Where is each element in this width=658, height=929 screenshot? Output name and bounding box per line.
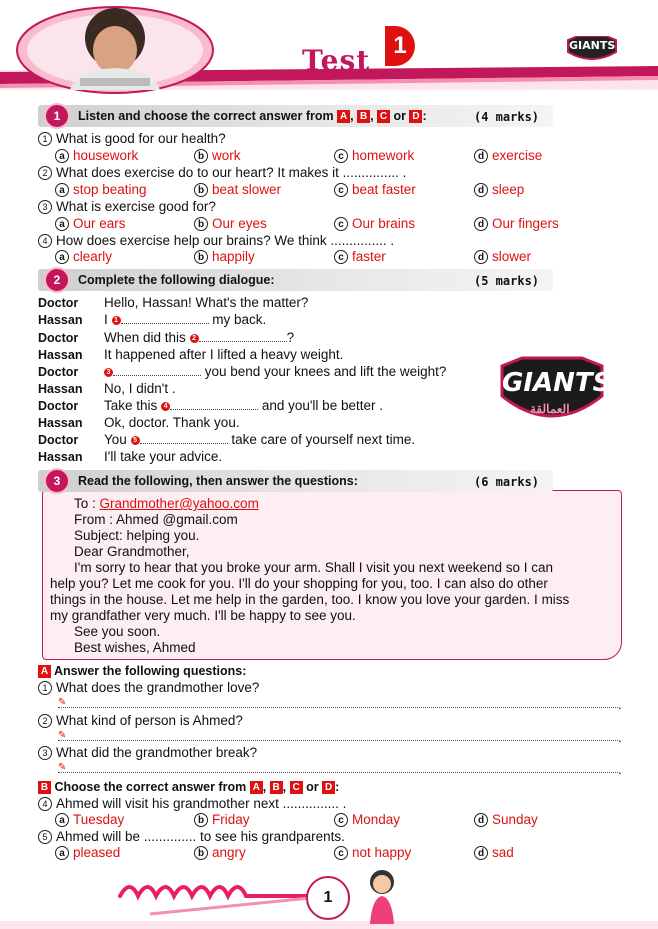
- dialogue-speaker: Doctor: [38, 331, 79, 345]
- q4b-option-d[interactable]: d Sunday: [474, 812, 538, 827]
- dialogue-text: ?: [286, 330, 295, 345]
- answer-line-2-end: .: [618, 730, 622, 745]
- brand-text-large: GIANTS: [502, 368, 612, 398]
- dialogue-line: [104, 432, 415, 447]
- section-1-number: 1: [44, 103, 70, 129]
- email-subject: Subject: helping you.: [74, 528, 200, 543]
- section-1-marks: (4 marks): [474, 110, 540, 124]
- dialogue-speaker: Hassan: [38, 416, 83, 430]
- test-word: Test: [302, 44, 371, 77]
- answer-line-1-end: .: [618, 697, 622, 712]
- q4-option-c[interactable]: c faster: [334, 249, 386, 264]
- q3-option-b[interactable]: b Our eyes: [194, 216, 267, 231]
- q5b-option-a[interactable]: a pleased: [55, 845, 120, 860]
- pencil-icon: ✎: [58, 697, 67, 708]
- email-close-2: Best wishes, Ahmed: [74, 640, 196, 655]
- q5b-option-b[interactable]: b angry: [194, 845, 246, 860]
- dialogue-line: [104, 330, 294, 345]
- dialogue-text: No, I didn't .: [104, 381, 176, 396]
- q4-option-a[interactable]: a clearly: [55, 249, 112, 264]
- dialogue-speaker: Doctor: [38, 399, 79, 413]
- email-from: From : Ahmed @gmail.com: [74, 512, 238, 527]
- email-to: To : Grandmother@yahoo.com: [74, 496, 259, 511]
- brand-text: GIANTS: [569, 39, 616, 52]
- part-b-question-4: 4 Ahmed will visit his grandmother next ............... .: [38, 796, 346, 811]
- q3-option-a[interactable]: a Our ears: [55, 216, 126, 231]
- dialogue-text: When did this: [104, 330, 186, 345]
- blank-number-badge: 4: [161, 402, 170, 411]
- dialogue-text: take care of yourself next time.: [231, 432, 416, 447]
- pencil-icon: ✎: [58, 730, 67, 741]
- pencil-icon: ✎: [58, 762, 67, 773]
- email-body-1: I'm sorry to hear that you broke your arm. Shall I visit you next weekend so I can: [74, 560, 554, 575]
- dialogue-speaker: Doctor: [38, 365, 79, 379]
- part-a-question-3: 3 What did the grandmother break?: [38, 745, 257, 760]
- dialogue-text: my back.: [212, 312, 267, 327]
- brand-logo-large: [496, 356, 612, 430]
- student-photo: [50, 0, 180, 90]
- dialogue-speaker: Hassan: [38, 450, 83, 464]
- section-3-number: 3: [44, 468, 70, 494]
- q1-option-a[interactable]: a housework: [55, 148, 138, 163]
- q5b-option-d[interactable]: d sad: [474, 845, 514, 860]
- answer-line-2[interactable]: [58, 730, 618, 741]
- dialogue-line: [104, 347, 343, 362]
- question-4: 4 How does exercise help our brains? We think ............... .: [38, 233, 394, 248]
- q1-option-c[interactable]: c homework: [334, 148, 414, 163]
- email-body-3: things in the house. Let me help in the garden, too. I know you love your garden. I miss: [50, 592, 570, 607]
- dialogue-text: It happened after I lifted a heavy weight.: [104, 347, 344, 362]
- part-b-question-5: 5 Ahmed will be .............. to see his grandparents.: [38, 829, 345, 844]
- dialogue-text: Hello, Hassan! What's the matter?: [104, 295, 309, 310]
- email-close-1: See you soon.: [74, 624, 161, 639]
- email-body-2: help you? Let me cook for you. I'll do your shopping for you, too. I can also do other: [50, 576, 548, 591]
- dialogue-line: [104, 381, 176, 396]
- blank-line[interactable]: [113, 365, 201, 376]
- question-3: 3 What is exercise good for?: [38, 199, 216, 214]
- brand-sub-text: العمالقة: [530, 402, 570, 416]
- part-a-question-1: 1 What does the grandmother love?: [38, 680, 259, 695]
- dialogue-text: I'll take your advice.: [104, 449, 223, 464]
- q4-option-b[interactable]: b happily: [194, 249, 255, 264]
- dialogue-line: [104, 364, 446, 379]
- email-greeting: Dear Grandmother,: [74, 544, 190, 559]
- q2-option-a[interactable]: a stop beating: [55, 182, 147, 197]
- part-b-title: B Choose the correct answer from A , B , C or D :: [38, 780, 339, 794]
- dialogue-speaker: Doctor: [38, 433, 79, 447]
- brand-logo-small: [566, 36, 618, 64]
- dialogue-text: you bend your knees and lift the weight?: [204, 364, 447, 379]
- dialogue-line: [104, 312, 266, 327]
- blank-number-badge: 1: [112, 316, 121, 325]
- dialogue-text: I: [104, 312, 108, 327]
- dialogue-line: [104, 398, 383, 413]
- blank-number-badge: 2: [190, 334, 199, 343]
- q2-option-c[interactable]: c beat faster: [334, 182, 416, 197]
- dialogue-speaker: Hassan: [38, 382, 83, 396]
- q4b-option-c[interactable]: c Monday: [334, 812, 400, 827]
- answer-line-3[interactable]: [58, 762, 618, 773]
- q2-option-b[interactable]: b beat slower: [194, 182, 281, 197]
- section-2-number: 2: [44, 267, 70, 293]
- q5b-option-c[interactable]: c not happy: [334, 845, 411, 860]
- dialogue-speaker: Hassan: [38, 313, 83, 327]
- section-2-marks: (5 marks): [474, 274, 540, 288]
- page-number: 1: [306, 876, 350, 920]
- blank-number-badge: 3: [104, 368, 113, 377]
- q4b-option-a[interactable]: a Tuesday: [55, 812, 124, 827]
- dialogue-text: Take this: [104, 398, 158, 413]
- dialogue-line: [104, 415, 240, 430]
- blank-number-badge: 5: [131, 436, 140, 445]
- dialogue-speaker: Doctor: [38, 296, 79, 310]
- dialogue-line: [104, 449, 222, 464]
- section-1-title: Listen and choose the correct answer from A , B , C or D :: [78, 109, 427, 123]
- q3-option-c[interactable]: c Our brains: [334, 216, 415, 231]
- dialogue-text: Ok, doctor. Thank you.: [104, 415, 240, 430]
- section-3-marks: (6 marks): [474, 475, 540, 489]
- answer-line-1[interactable]: [58, 697, 618, 708]
- section-3-title: Read the following, then answer the questions:: [78, 474, 358, 488]
- dialogue-line: [104, 295, 308, 310]
- part-a-title: A Answer the following questions:: [38, 664, 246, 678]
- blank-line[interactable]: [140, 433, 228, 444]
- q1-option-d[interactable]: d exercise: [474, 148, 542, 163]
- q3-option-d[interactable]: d Our fingers: [474, 216, 559, 231]
- q2-option-d[interactable]: d sleep: [474, 182, 524, 197]
- dialogue-text: and you'll be better .: [261, 398, 383, 413]
- email-body-4: my grandfather very much. I'll be happy to see you.: [50, 608, 356, 623]
- blank-line[interactable]: [199, 331, 287, 342]
- girl-illustration: [360, 866, 404, 926]
- blank-line[interactable]: [170, 399, 258, 410]
- test-title: [302, 44, 370, 77]
- q4-option-d[interactable]: d slower: [474, 249, 531, 264]
- section-2-title: Complete the following dialogue:: [78, 273, 275, 287]
- q4b-option-b[interactable]: b Friday: [194, 812, 250, 827]
- test-number-badge: 1: [385, 26, 415, 66]
- question-2: 2 What does exercise do to our heart? It makes it ............... .: [38, 165, 406, 180]
- blank-line[interactable]: [121, 313, 209, 324]
- q1-option-b[interactable]: b work: [194, 148, 241, 163]
- email-to-link[interactable]: Grandmother@yahoo.com: [99, 496, 259, 511]
- question-1: 1 What is good for our health?: [38, 131, 226, 146]
- dialogue-text: You: [104, 432, 127, 447]
- dialogue-speaker: Hassan: [38, 348, 83, 362]
- answer-line-3-end: .: [618, 762, 622, 777]
- part-a-question-2: 2 What kind of person is Ahmed?: [38, 713, 243, 728]
